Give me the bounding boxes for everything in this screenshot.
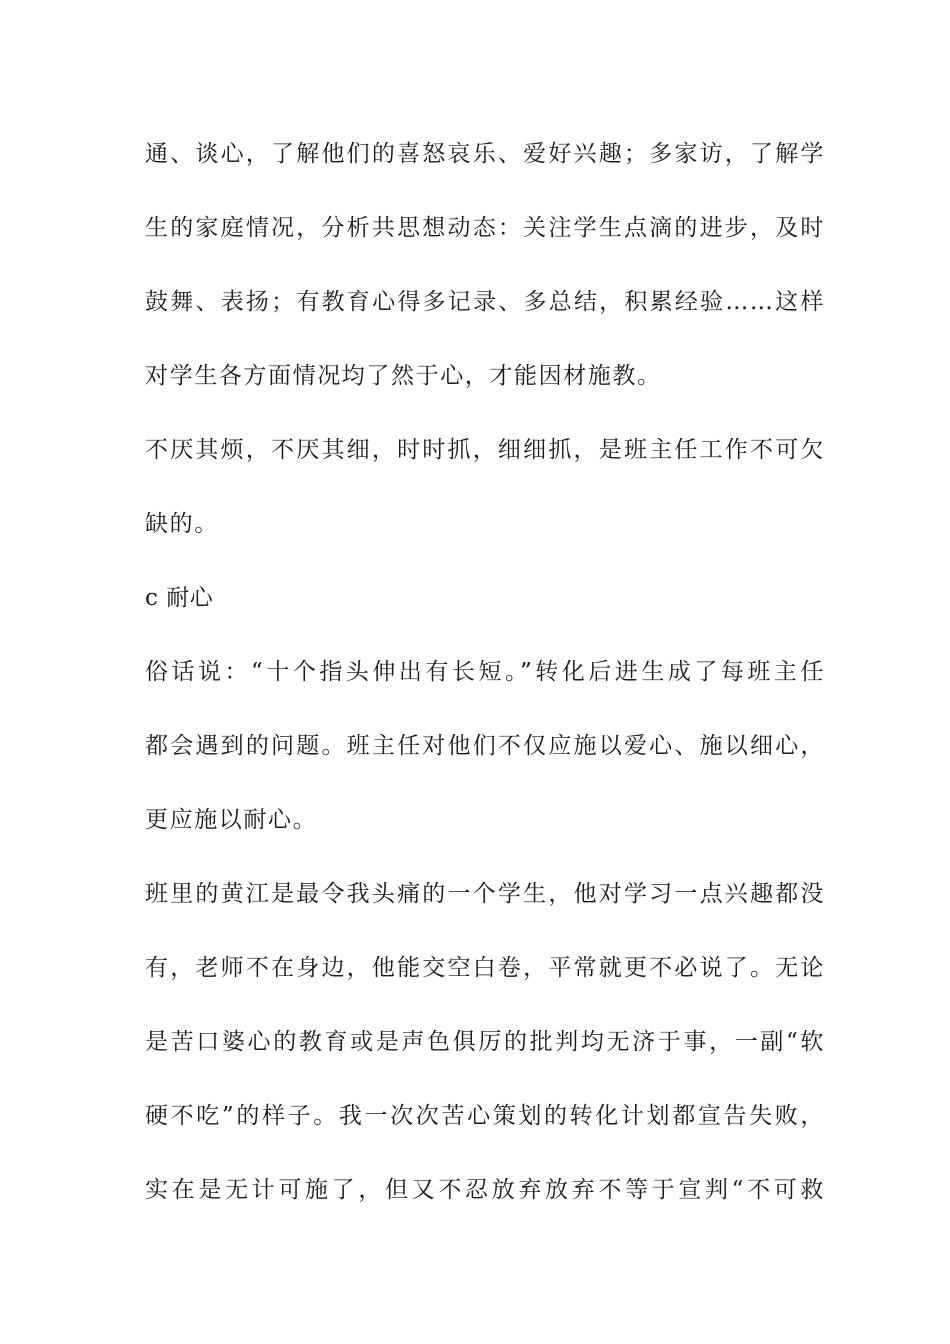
text-line: 缺的。 <box>145 511 219 537</box>
text-line: 不厌其烦，不厌其细，时时抓，细细抓，是班主任工作不可欠 <box>145 437 825 463</box>
section-heading: c 耐心 <box>145 585 214 611</box>
text-line: 对学生各方面情况均了然于心，才能因材施教。 <box>145 363 662 389</box>
text-line: 俗话说：“十个指头伸出有长短。”转化后进生成了每班主任 <box>145 659 825 685</box>
text-line: 硬不吃”的样子。我一次次苦心策划的转化计划都宣告失败， <box>145 1103 825 1129</box>
text-line: 实在是无计可施了，但又不忍放弃放弃不等于宣判“不可救 <box>145 1177 825 1203</box>
text-line: 生的家庭情况，分析共思想动态：关注学生点滴的进步，及时 <box>145 215 825 241</box>
text-line: 更应施以耐心。 <box>145 807 318 833</box>
text-line: 通、谈心，了解他们的喜怒哀乐、爱好兴趣；多家访，了解学 <box>145 141 825 167</box>
text-line: 鼓舞、表扬；有教育心得多记录、多总结，积累经验……这样 <box>145 289 825 315</box>
text-line: 是苦口婆心的教育或是声色俱厉的批判均无济于事，一副“软 <box>145 1029 825 1055</box>
text-line: 有，老师不在身边，他能交空白卷，平常就更不必说了。无论 <box>145 955 825 981</box>
text-line: 都会遇到的问题。班主任对他们不仅应施以爱心、施以细心， <box>145 733 825 759</box>
text-line: 班里的黄江是最令我头痛的一个学生，他对学习一点兴趣都没 <box>145 881 825 907</box>
